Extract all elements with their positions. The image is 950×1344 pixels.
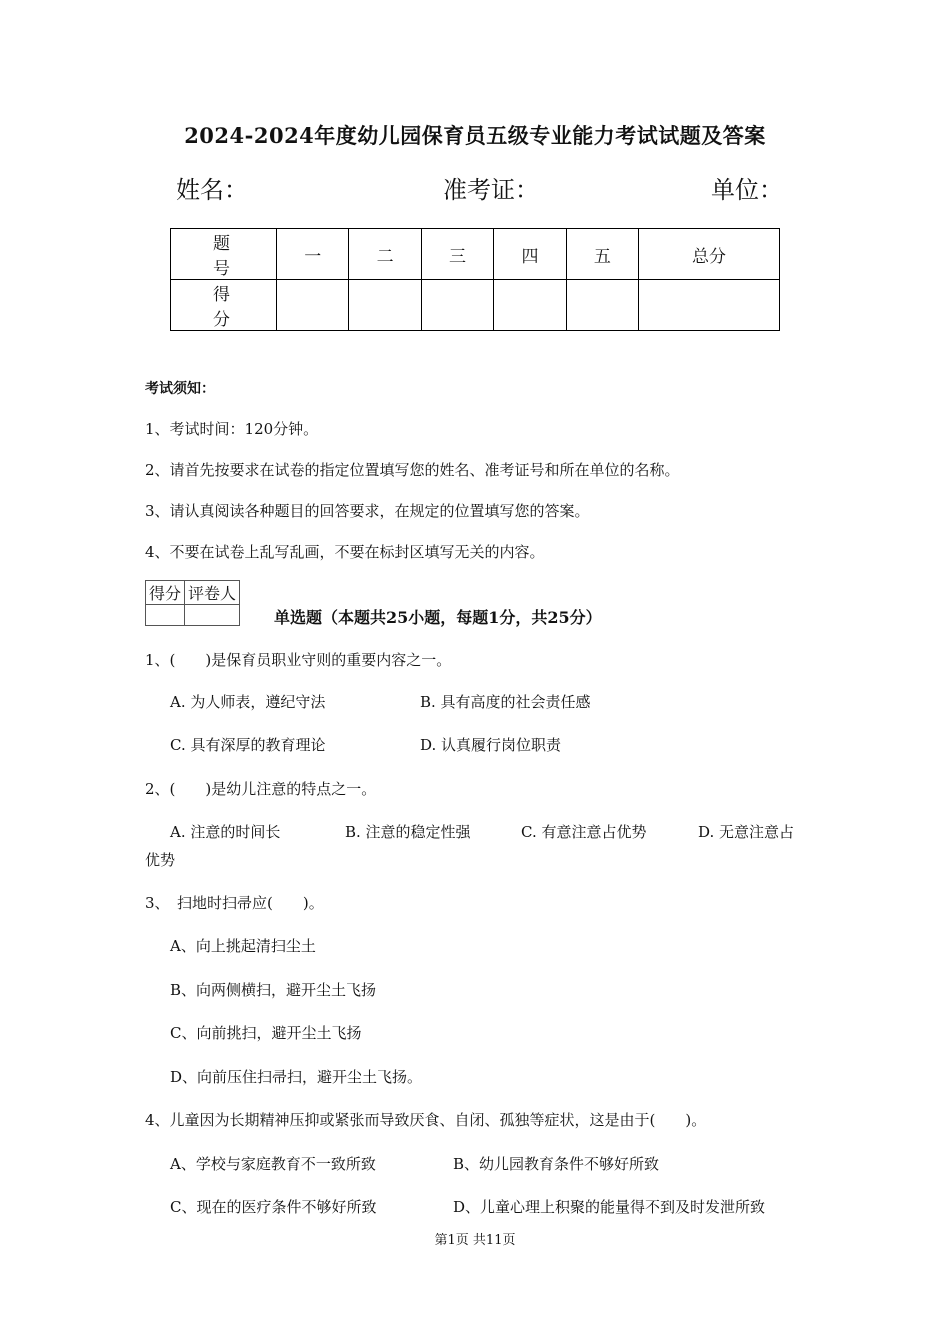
page-title: 2024-2024年度幼儿园保育员五级专业能力考试试题及答案: [184, 123, 766, 148]
column-header: 二: [349, 229, 421, 280]
column-header: 五: [566, 229, 638, 280]
question-option: A. 注意的时间长: [170, 823, 281, 841]
column-header: 一: [277, 229, 349, 280]
column-header: 三: [421, 229, 493, 280]
question-option: D、向前压住扫帚扫，避开尘土飞扬。: [170, 1068, 423, 1086]
score-table-score-row: [171, 280, 780, 331]
question-stem: 3、 扫地时扫帚应( )。: [145, 894, 324, 912]
grader-score-cell[interactable]: [146, 605, 185, 626]
question-stem: 2、( )是幼儿注意的特点之一。: [145, 780, 377, 798]
question-stem: 4、儿童因为长期精神压抑或紧张而导致厌食、自闭、孤独等症状，这是由于( )。: [145, 1111, 707, 1129]
exam-id-field-label: 准考证：: [443, 176, 539, 204]
question-stem: 1、( )是保育员职业守则的重要内容之一。: [145, 651, 452, 669]
question-option: B. 具有高度的社会责任感: [420, 693, 591, 711]
score-cell[interactable]: [566, 280, 638, 331]
question-option: C. 具有深厚的教育理论: [170, 736, 326, 754]
question-option: B、向两侧横扫，避开尘土飞扬: [170, 981, 377, 999]
score-table: [170, 228, 780, 331]
column-header: 总分: [639, 229, 780, 280]
question-option: D. 认真履行岗位职责: [420, 736, 562, 754]
question-option: B. 注意的稳定性强: [345, 823, 471, 841]
note-item: 3、请认真阅读各种题目的回答要求，在规定的位置填写您的答案。: [145, 502, 590, 520]
note-item: 2、请首先按要求在试卷的指定位置填写您的姓名、准考证号和所在单位的名称。: [145, 461, 680, 479]
notes-heading: 考试须知：: [145, 381, 215, 397]
question-option-wrap: 优势: [145, 851, 176, 869]
question-option: D、儿童心理上积聚的能量得不到及时发泄所致: [453, 1198, 766, 1216]
grader-name-cell[interactable]: [185, 605, 240, 626]
grader-score-label: 得分: [146, 581, 185, 605]
question-option: B、幼儿园教育条件不够好所致: [453, 1155, 660, 1173]
score-cell[interactable]: [421, 280, 493, 331]
score-cell[interactable]: [639, 280, 780, 331]
question-option: A. 为人师表，遵纪守法: [170, 693, 326, 711]
question-option: A、向上挑起清扫尘土: [170, 937, 316, 955]
score-cell[interactable]: [349, 280, 421, 331]
question-option: C. 有意注意占优势: [521, 823, 647, 841]
score-cell[interactable]: [494, 280, 566, 331]
question-option: C、向前挑扫，避开尘土飞扬: [170, 1024, 362, 1042]
note-item: 1、考试时间：120分钟。: [145, 420, 319, 438]
column-header: 四: [494, 229, 566, 280]
score-label: 得 分: [171, 280, 277, 331]
question-option: C、现在的医疗条件不够好所致: [170, 1198, 377, 1216]
page-footer: 第1页 共11页: [434, 1233, 516, 1248]
question-option: A、学校与家庭教育不一致所致: [170, 1155, 376, 1173]
question-option: D. 无意注意占: [698, 823, 795, 841]
grader-name-label: 评卷人: [185, 581, 240, 605]
name-field-label: 姓名：: [176, 176, 248, 204]
score-table-header-row: [171, 229, 780, 280]
section-title: 单选题（本题共25小题，每题1分，共25分）: [274, 608, 602, 627]
unit-field-label: 单位：: [711, 176, 783, 204]
grader-box: [145, 580, 240, 626]
note-item: 4、不要在试卷上乱写乱画，不要在标封区填写无关的内容。: [145, 543, 545, 561]
question-number-label: 题 号: [171, 229, 277, 280]
